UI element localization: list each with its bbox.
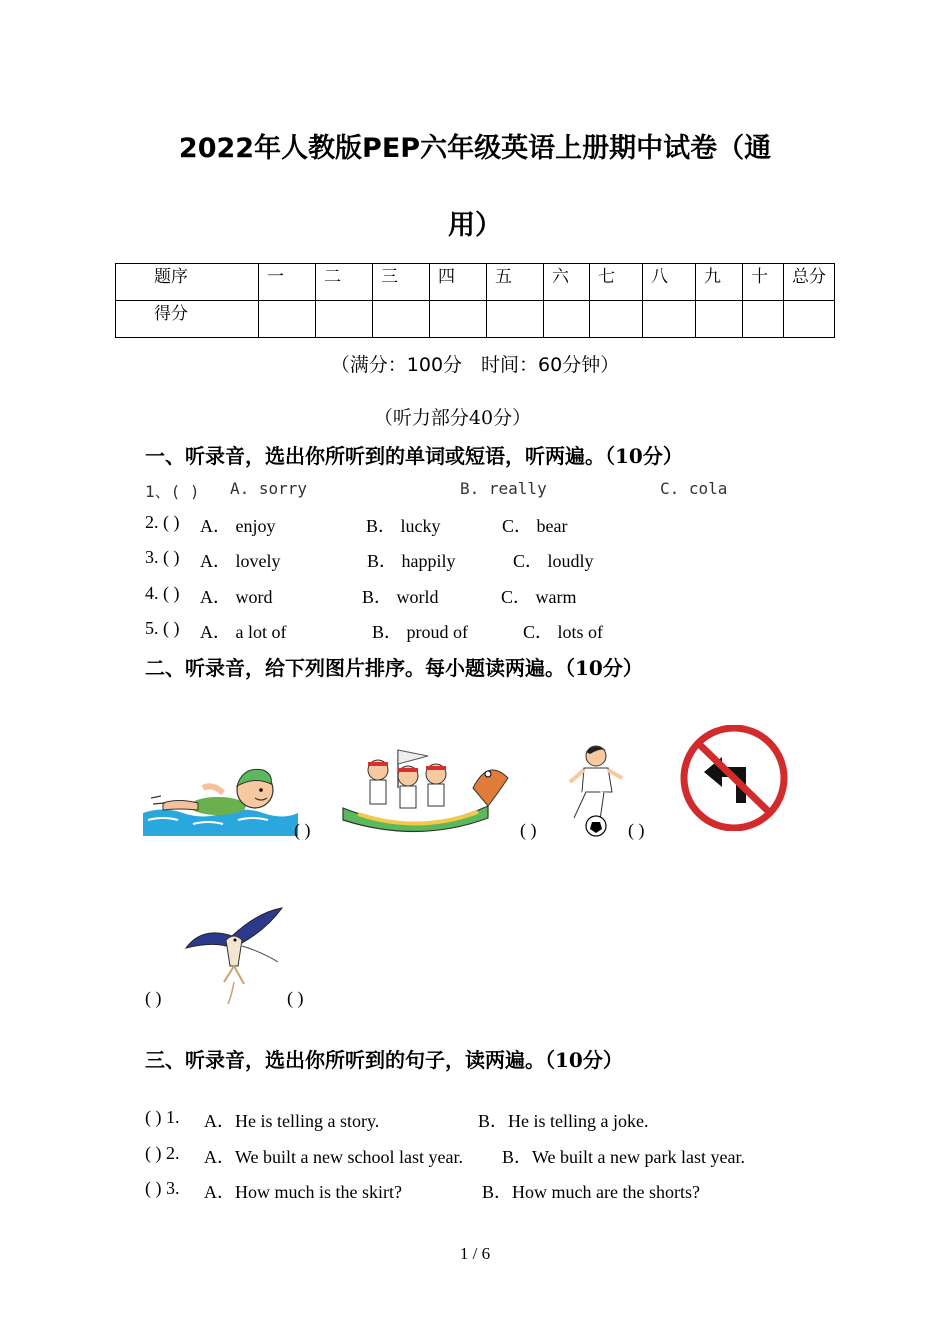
- table-row: [116, 301, 835, 338]
- blank-soccer[interactable]: ( ): [628, 820, 645, 840]
- swallow-kite-picture: [182, 906, 284, 1006]
- q2-option-c: C． bear: [502, 516, 568, 536]
- table-cell: 一: [259, 264, 316, 301]
- q5-option-c: C． lots of: [523, 622, 604, 642]
- table-cell[interactable]: [487, 301, 544, 338]
- section1-heading: 一、听录音，选出你所听到的单词或短语，听两遍。（10分）: [145, 444, 683, 468]
- table-cell: 得分: [116, 301, 259, 338]
- s3-q2-option-b: B．We built a new park last year.: [502, 1147, 745, 1167]
- section2-heading: 二、听录音，给下列图片排序。每小题读两遍。（10分）: [145, 656, 643, 680]
- table-row: [116, 264, 835, 301]
- q3-number[interactable]: 3. ( ): [145, 547, 180, 567]
- table-cell[interactable]: [544, 301, 590, 338]
- table-cell: 题序: [116, 264, 259, 301]
- q5-option-b: B． proud of: [372, 622, 468, 642]
- page-number: 1 / 6: [459, 1244, 491, 1263]
- no-left-turn-sign-icon: [680, 725, 788, 831]
- table-cell[interactable]: [643, 301, 696, 338]
- q1-number[interactable]: 1、( ): [145, 482, 200, 501]
- s3-q3-option-a: A．How much is the skirt?: [204, 1182, 402, 1202]
- q5-option-a: A． a lot of: [200, 622, 287, 642]
- s3-q1-option-a: A．He is telling a story.: [204, 1111, 380, 1131]
- s3-q3-number[interactable]: ( ) 3.: [145, 1178, 180, 1198]
- table-cell[interactable]: [784, 301, 835, 338]
- table-cell: 总分: [784, 264, 835, 301]
- q5-number[interactable]: 5. ( ): [145, 618, 180, 638]
- q3-option-a: A． lovely: [200, 551, 281, 571]
- s3-q3-option-b: B．How much are the shorts?: [482, 1182, 700, 1202]
- q2-option-b: B． lucky: [366, 516, 441, 536]
- blank-dragon-boat[interactable]: ( ): [520, 820, 537, 840]
- s3-q2-option-a: A．We built a new school last year.: [204, 1147, 463, 1167]
- listening-part-label: （听力部分40分）: [373, 407, 532, 429]
- page-title-line1: 2022年人教版PEP六年级英语上册期中试卷（通: [178, 133, 772, 164]
- table-cell[interactable]: [743, 301, 784, 338]
- table-cell: 四: [430, 264, 487, 301]
- table-cell[interactable]: [259, 301, 316, 338]
- blank-no-left-turn[interactable]: ( ): [287, 988, 304, 1008]
- dragon-boat-picture: [338, 748, 510, 838]
- table-cell[interactable]: [430, 301, 487, 338]
- table-cell: 五: [487, 264, 544, 301]
- exam-info: （满分：100分 时间：60分钟）: [330, 354, 620, 376]
- q1-option-a: A. sorry: [230, 479, 308, 498]
- blank-kite[interactable]: ( ): [145, 988, 162, 1008]
- q4-option-c: C． warm: [501, 587, 577, 607]
- q3-option-c: C． loudly: [513, 551, 594, 571]
- section3-heading: 三、听录音，选出你所听到的句子，读两遍。（10分）: [145, 1048, 623, 1072]
- q2-option-a: A． enjoy: [200, 516, 276, 536]
- page-title-line2: 用）: [448, 210, 502, 241]
- swimmer-picture: [143, 758, 298, 838]
- table-cell[interactable]: [696, 301, 743, 338]
- q4-option-a: A． word: [200, 587, 273, 607]
- score-table: [115, 263, 835, 338]
- table-cell: 八: [643, 264, 696, 301]
- table-cell: 十: [743, 264, 784, 301]
- s3-q1-option-b: B．He is telling a joke.: [478, 1111, 649, 1131]
- table-cell: 二: [316, 264, 373, 301]
- q4-number[interactable]: 4. ( ): [145, 583, 180, 603]
- table-cell[interactable]: [373, 301, 430, 338]
- table-cell: 三: [373, 264, 430, 301]
- table-cell: 九: [696, 264, 743, 301]
- s3-q1-number[interactable]: ( ) 1.: [145, 1107, 180, 1127]
- q4-option-b: B． world: [362, 587, 439, 607]
- q3-option-b: B． happily: [367, 551, 456, 571]
- q1-option-c: C. cola: [660, 479, 728, 498]
- s3-q2-number[interactable]: ( ) 2.: [145, 1143, 180, 1163]
- q1-option-b: B. really: [460, 479, 547, 498]
- table-cell[interactable]: [316, 301, 373, 338]
- q2-number[interactable]: 2. ( ): [145, 512, 180, 532]
- blank-swimming[interactable]: ( ): [294, 820, 311, 840]
- soccer-player-picture: [560, 742, 626, 838]
- table-cell: 七: [590, 264, 643, 301]
- table-cell[interactable]: [590, 301, 643, 338]
- table-cell: 六: [544, 264, 590, 301]
